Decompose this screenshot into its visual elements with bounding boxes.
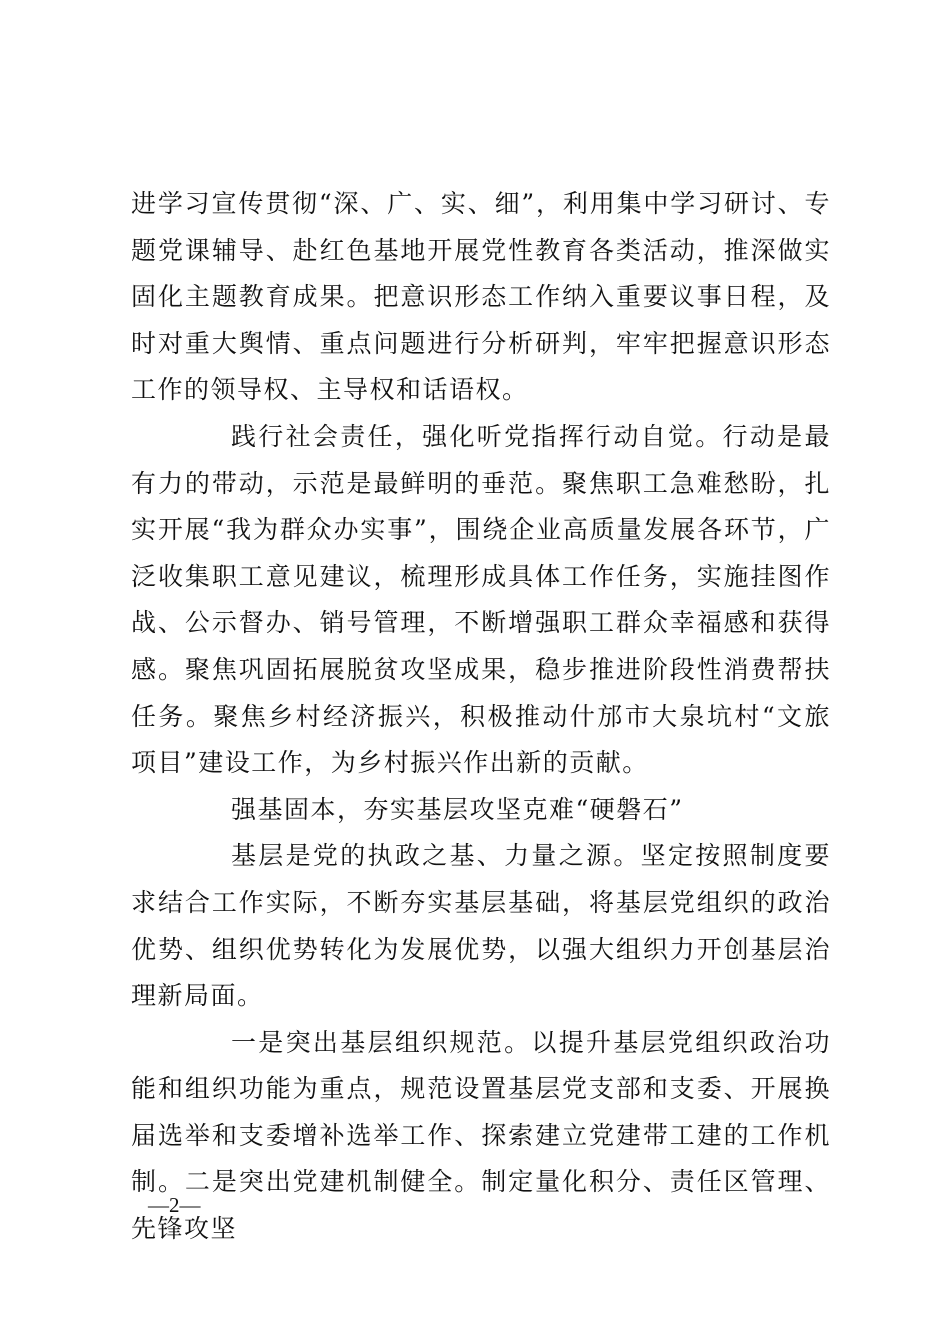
document-body <box>131 181 831 1253</box>
paragraph-grassroots-foundation: 基层是党的执政之基、力量之源。坚定按照制度要求结合工作实际，不断夯实基层基础，将基层党组织的政治优势、组织优势转化为发展优势，以强大组织力开创基层治理新局面。 <box>131 841 831 1011</box>
paragraph-organization-norms: 一是突出基层组织规范。以提升基层党组织政治功能和组织功能为重点，规范设置基层党支部和支委、开展换届选举和支委增补选举工作、探索建立党建带工建的工作机制。二是突出党建机制健全。制定量化积分、责任区管理、先锋攻坚 <box>131 1027 831 1244</box>
paragraph-social-responsibility: 践行社会责任，强化听党指挥行动自觉。行动是最有力的带动，示范是最鲜明的垂范。聚焦职工急难愁盼，扎实开展“我为群众办实事”，围绕企业高质量发展各环节，广泛收集职工意见建议，梳理形成具体工作任务，实施挂图作战、公示督办、销号管理，不断增强职工群众幸福感和获得感。聚焦巩固拓展脱贫攻坚成果，稳步推进阶段性消费帮扶任务。聚焦乡村经济振兴，积极推动什邡市大泉坑村“文旅项目”建设工作，为乡村振兴作出新的贡献。 <box>131 421 831 778</box>
section-heading: 强基固本，夯实基层攻坚克难“硬磐石” <box>231 794 684 824</box>
paragraph-continuation: 进学习宣传贯彻“深、广、实、细”，利用集中学习研讨、专题党课辅导、赴红色基地开展党性教育各类活动，推深做实固化主题教育成果。把意识形态工作纳入重要议事日程，及时对重大舆情、重点问题进行分析研判，牢牢把握意识形态工作的领导权、主导权和话语权。 <box>131 189 831 405</box>
page-number: —2— <box>148 1193 201 1217</box>
